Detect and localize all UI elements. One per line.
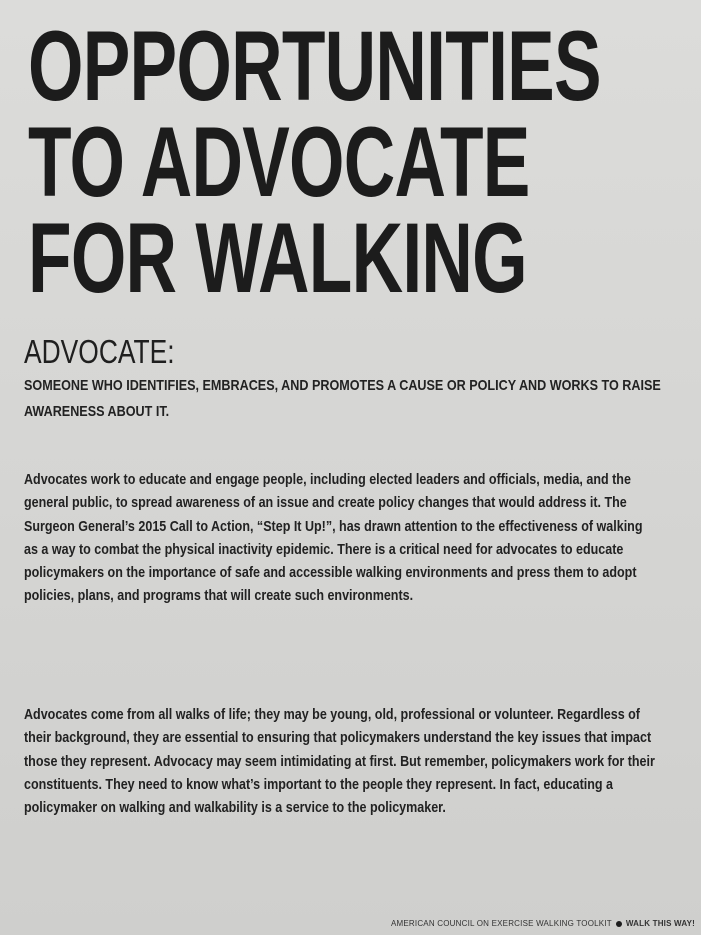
definition-term: ADVOCATE:: [24, 333, 175, 370]
footer-source: AMERICAN COUNCIL ON EXERCISE WALKING TOOLKIT: [390, 919, 612, 928]
definition-block: [24, 333, 674, 425]
page-title: [28, 10, 688, 313]
definition-text: SOMEONE WHO IDENTIFIES, EMBRACES, AND PROMOTES A CAUSE OR POLICY AND WORKS TO RAISE AWARENESS ABOUT IT.: [24, 377, 661, 420]
body-paragraph-2: Advocates come from all walks of life; they may be young, old, professional or volunteer. Regardless of their background, they are essential to ensuring that policymakers understand the key issues that impact those they represent. Advocacy may seem intimidating at first. But remember, policymakers work for their constituents. They need to know what’s important to the people they represent. In fact, educating a policymaker on walking and walkability is a service to the policymaker.: [24, 706, 655, 817]
body-paragraph-1: Advocates work to educate and engage people, including elected leaders and officials, media, and the general public, to spread awareness of an issue and create policy changes that would address it. The Surgeon General’s 2015 Call to Action, “Step It Up!”, has drawn attention to the effectiveness of walking as a way to combat the physical inactivity epidemic. There is a critical need for advocates to educate policymakers on the importance of safe and accessible walking environments and press them to adopt policies, plans, and programs that will create such environments.: [24, 471, 643, 605]
title-line-1: OPPORTUNITIES: [28, 10, 601, 121]
bullet-dot-icon: [616, 921, 622, 927]
title-line-3: FOR WALKING: [28, 202, 527, 313]
footer: [391, 919, 695, 929]
footer-tagline: WALK THIS WAY!: [625, 919, 695, 928]
title-line-2: TO ADVOCATE: [28, 106, 530, 217]
